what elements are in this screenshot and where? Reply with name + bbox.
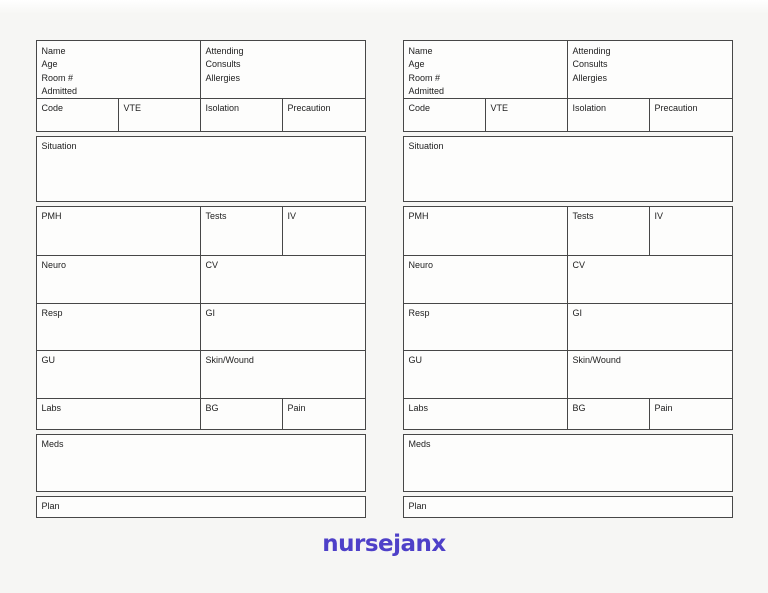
- plan-section: [403, 496, 733, 518]
- isolation-cell: [568, 99, 650, 131]
- skin-wound-cell: [201, 351, 365, 398]
- vte-label: VTE: [490, 103, 509, 113]
- labs-row: [37, 398, 365, 429]
- nurse-report-sheet-right: [403, 40, 733, 518]
- resp-cell: [37, 304, 201, 350]
- tests-label: Tests: [205, 211, 227, 221]
- precaution-cell: [650, 99, 732, 131]
- labs-label: Labs: [408, 403, 429, 413]
- iv-label: IV: [654, 211, 664, 221]
- resp-cell: [404, 304, 568, 350]
- consults-label: Consults: [205, 59, 241, 70]
- history-row: [404, 207, 732, 255]
- nursejanx-logo: nursejanx: [322, 531, 446, 557]
- patient-demographics-cell: [37, 41, 201, 98]
- attending-label: Attending: [205, 46, 244, 56]
- iv-label: IV: [287, 211, 297, 221]
- gu-cell: [37, 351, 201, 398]
- neuro-label: Neuro: [41, 260, 67, 270]
- code-cell: [404, 99, 486, 131]
- iv-cell: [650, 207, 732, 255]
- pmh-cell: [37, 207, 201, 255]
- precaution-label: Precaution: [287, 103, 331, 113]
- care-team-cell: [568, 41, 732, 98]
- cv-cell: [568, 256, 732, 303]
- room-number-label: Room #: [408, 72, 441, 83]
- header-section: [36, 40, 366, 132]
- vte-cell: [486, 99, 568, 131]
- gi-label: GI: [572, 308, 583, 318]
- resp-label: Resp: [41, 308, 63, 318]
- age-label: Age: [41, 59, 58, 70]
- vte-cell: [119, 99, 201, 131]
- gu-cell: [404, 351, 568, 398]
- code-cell: [37, 99, 119, 131]
- neuro-cv-row: [37, 255, 365, 303]
- gi-label: GI: [205, 308, 216, 318]
- bg-label: BG: [572, 403, 586, 413]
- precaution-cell: [283, 99, 365, 131]
- attending-label: Attending: [572, 46, 611, 56]
- gu-skin-row: [37, 350, 365, 398]
- gi-cell: [568, 304, 732, 350]
- history-row: [37, 207, 365, 255]
- code-label: Code: [41, 103, 64, 113]
- body-section: [403, 206, 733, 430]
- pain-label: Pain: [287, 403, 306, 413]
- pmh-cell: [404, 207, 568, 255]
- vte-label: VTE: [123, 103, 142, 113]
- bg-cell: [201, 399, 283, 429]
- patient-info-row: [37, 41, 365, 99]
- skin-wound-label: Skin/Wound: [205, 355, 254, 365]
- meds-label: Meds: [408, 439, 431, 449]
- gu-label: GU: [41, 355, 55, 365]
- meds-section: [36, 434, 366, 492]
- neuro-label: Neuro: [408, 260, 434, 270]
- isolation-label: Isolation: [572, 103, 607, 113]
- bg-label: BG: [205, 403, 219, 413]
- labs-cell: [37, 399, 201, 429]
- neuro-cell: [404, 256, 568, 303]
- room-number-label: Room #: [41, 72, 74, 83]
- pmh-label: PMH: [41, 211, 62, 221]
- gu-label: GU: [408, 355, 422, 365]
- tests-cell: [201, 207, 283, 255]
- bg-cell: [568, 399, 650, 429]
- situation-section: [403, 136, 733, 202]
- resp-gi-row: [37, 303, 365, 350]
- resp-label: Resp: [408, 308, 430, 318]
- labs-label: Labs: [41, 403, 62, 413]
- cv-cell: [201, 256, 365, 303]
- labs-row: [404, 398, 732, 429]
- age-label: Age: [408, 59, 425, 70]
- skin-wound-cell: [568, 351, 732, 398]
- meds-label: Meds: [41, 439, 64, 449]
- precaution-label: Precaution: [654, 103, 698, 113]
- pain-cell: [283, 399, 365, 429]
- name-label: Name: [41, 46, 66, 56]
- pmh-label: PMH: [408, 211, 429, 221]
- nurse-report-sheet-left: [36, 40, 366, 518]
- meds-section: [403, 434, 733, 492]
- patient-info-row: [404, 41, 732, 99]
- allergies-label: Allergies: [572, 72, 608, 83]
- situation-label: Situation: [408, 141, 444, 151]
- body-section: [36, 206, 366, 430]
- plan-section: [36, 496, 366, 518]
- header-section: [403, 40, 733, 132]
- code-label: Code: [408, 103, 431, 113]
- skin-wound-label: Skin/Wound: [572, 355, 621, 365]
- allergies-label: Allergies: [205, 72, 241, 83]
- footer: [0, 531, 768, 557]
- status-row: [37, 99, 365, 131]
- gu-skin-row: [404, 350, 732, 398]
- tests-label: Tests: [572, 211, 594, 221]
- situation-section: [36, 136, 366, 202]
- status-row: [404, 99, 732, 131]
- isolation-cell: [201, 99, 283, 131]
- isolation-label: Isolation: [205, 103, 240, 113]
- pain-label: Pain: [654, 403, 673, 413]
- tests-cell: [568, 207, 650, 255]
- consults-label: Consults: [572, 59, 608, 70]
- pain-cell: [650, 399, 732, 429]
- plan-label: Plan: [41, 501, 60, 511]
- plan-label: Plan: [408, 501, 427, 511]
- cv-label: CV: [572, 260, 586, 270]
- name-label: Name: [408, 46, 433, 56]
- gi-cell: [201, 304, 365, 350]
- iv-cell: [283, 207, 365, 255]
- resp-gi-row: [404, 303, 732, 350]
- patient-demographics-cell: [404, 41, 568, 98]
- neuro-cell: [37, 256, 201, 303]
- care-team-cell: [201, 41, 365, 98]
- admitted-label: Admitted: [41, 86, 78, 97]
- cv-label: CV: [205, 260, 219, 270]
- labs-cell: [404, 399, 568, 429]
- situation-label: Situation: [41, 141, 77, 151]
- neuro-cv-row: [404, 255, 732, 303]
- admitted-label: Admitted: [408, 86, 445, 97]
